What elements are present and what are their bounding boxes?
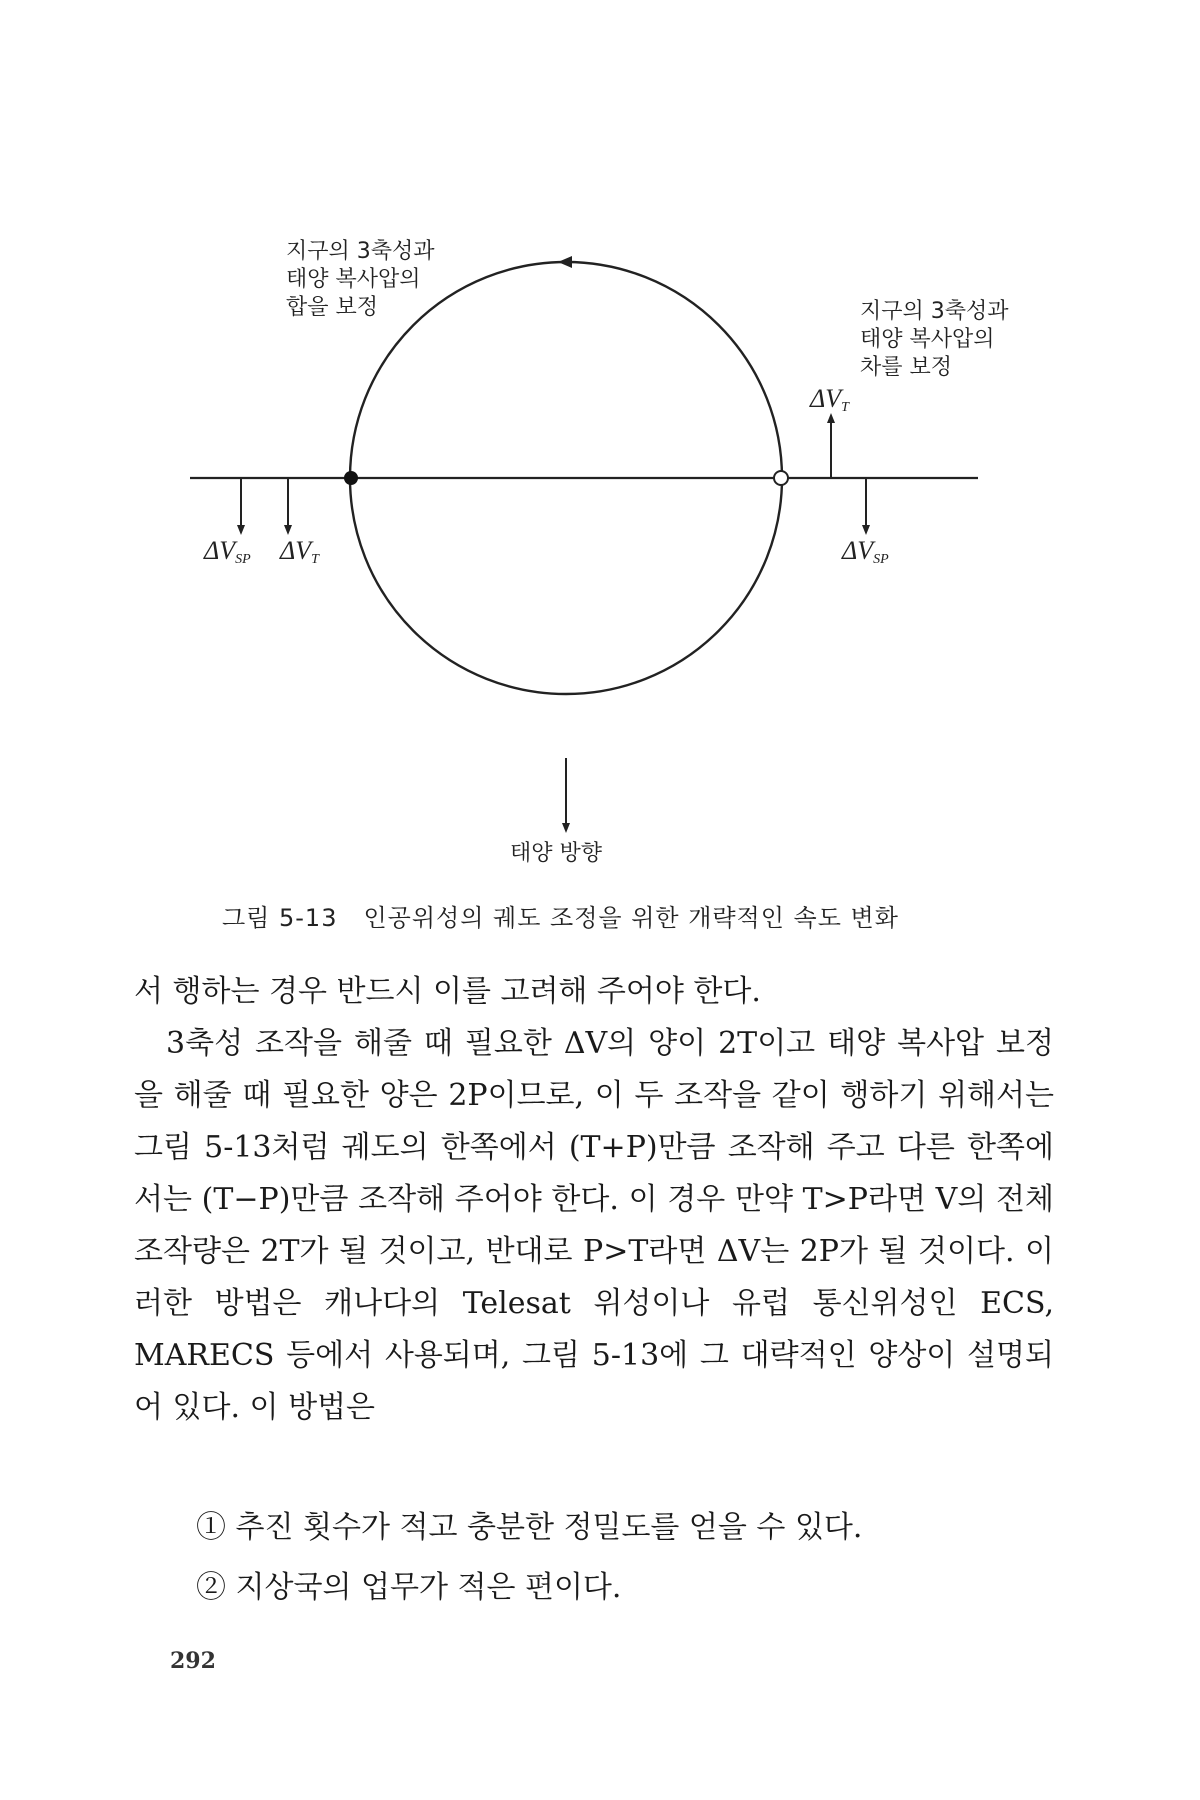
burn-point-open (774, 471, 788, 485)
figure-caption (222, 898, 899, 933)
dv-sp-left-label (204, 536, 251, 568)
dv-subscript: T (841, 400, 849, 415)
page-number: 292 (170, 1648, 216, 1674)
orbit-figure (0, 0, 1200, 880)
dv-symbol: ΔV (280, 536, 312, 565)
dv-t-upper-label (810, 384, 849, 416)
advantages-list (196, 1498, 862, 1618)
dv-symbol: ΔV (810, 384, 842, 413)
list-item: ② 지상국의 업무가 적은 편이다. (196, 1570, 622, 1605)
dv-subscript: SP (235, 552, 251, 567)
figure-caption-text: 인공위성의 궤도 조정을 위한 개략적인 속도 변화 (363, 904, 899, 932)
paragraph-main: 3축성 조작을 해줄 때 필요한 ΔV의 양이 2T이고 태양 복사압 보정을 해줄 때 필요한 양은 2P이므로, 이 두 조작을 같이 행하기 위해서는 그림 5-13처럼 궤도의 한쪽에서 (T+P)만큼 조작해 주고 다른 한쪽에서는 (T−P)만큼 조작해 주어야 한다. 이 경우 만약 T>P라면 V의 전체 조작량은 2T가 될 것이고, 반대로 P>T라면 ΔV는 2P가 될 것이다. 이러한 방법은 캐나다의 Telesat 위성이나 유럽 통신위성인 ECS, MARECS 등에서 사용되며, 그림 5-13에 그 대략적인 양상이 설명되어 있다. 이 방법은 (134, 1026, 1054, 1425)
dv-symbol: ΔV (842, 536, 874, 565)
dv-sp-right-label (842, 536, 889, 568)
dv-subscript: T (311, 552, 319, 567)
dv-t-left-label (280, 536, 319, 568)
figure-number: 그림 5-13 (222, 904, 338, 932)
body-text (134, 966, 1054, 1434)
dv-subscript: SP (873, 552, 889, 567)
burn-point-filled (344, 471, 358, 485)
label-diff-correction: 지구의 3축성과 태양 복사압의 차를 보정 (860, 299, 1009, 380)
dv-symbol: ΔV (204, 536, 236, 565)
list-item: ① 추진 횟수가 적고 충분한 정밀도를 얻을 수 있다. (196, 1510, 863, 1545)
orbit-direction-arrow-icon (558, 256, 572, 268)
paragraph-continuation: 서 행하는 경우 반드시 이를 고려해 주어야 한다. (134, 974, 761, 1009)
label-sum-correction: 지구의 3축성과 태양 복사압의 합을 보정 (286, 239, 435, 320)
sun-direction-label: 태양 방향 (510, 841, 603, 866)
